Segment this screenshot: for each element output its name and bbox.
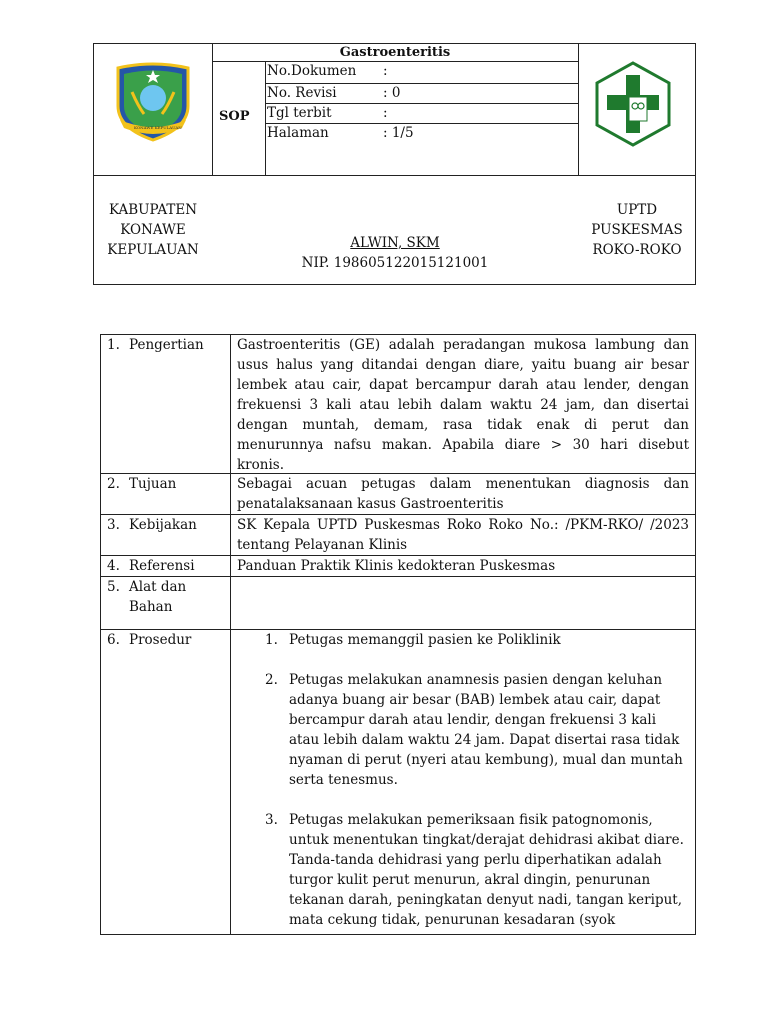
procedure-step-number: 3. xyxy=(265,812,278,828)
document-title: Gastroenteritis xyxy=(339,45,451,60)
unit-name-line1: UPTD xyxy=(616,202,658,218)
section-text: Panduan Praktik Klinis kedokteran Puskesmas xyxy=(237,558,556,574)
section-number: 4. xyxy=(107,558,120,574)
section-number: 3. xyxy=(107,517,120,533)
signatory-nip: NIP. 198605122015121001 xyxy=(301,255,489,271)
sop-label: SOP xyxy=(219,109,250,124)
section-row-prosedur xyxy=(101,629,695,934)
procedure-step-number: 2. xyxy=(265,672,278,688)
unit-name-line3: ROKO-ROKO xyxy=(592,242,682,258)
section-number: 6. xyxy=(107,632,120,648)
meta-label-revisi: No. Revisi xyxy=(267,85,337,101)
unit-name-line2: PUSKESMAS xyxy=(591,222,683,238)
section-title: Alat dan Bahan xyxy=(129,579,187,615)
section-title: Kebijakan xyxy=(129,517,197,533)
meta-value-revisi: : 0 xyxy=(383,85,401,101)
section-row-alat-bahan xyxy=(101,576,695,629)
section-title: Pengertian xyxy=(129,337,204,353)
signatory-name: ALWIN, SKM xyxy=(350,235,440,251)
procedure-step xyxy=(265,670,689,790)
procedure-step-text: Petugas melakukan pemeriksaan fisik patognomonis, untuk menentukan tingkat/derajat dehidrasi akibat diare. Tanda-tanda dehidrasi yang perlu diperhatikan adalah turgor kulit perut menurun, akral dingin, penurunan tekanan darah, peningkatan denyut nadi, tangan keriput, mata cekung tidak, penurunan kesadaran (syok xyxy=(289,812,684,928)
procedure-step-number: 1. xyxy=(265,632,278,648)
section-title: Tujuan xyxy=(129,476,177,492)
section-row-referensi xyxy=(101,555,695,576)
section-text xyxy=(231,577,695,629)
meta-value-tgl: : xyxy=(383,105,388,121)
regency-name-line2: KONAWE xyxy=(120,222,186,238)
section-text: SK Kepala UPTD Puskesmas Roko Roko No.: /PKM-RKO/ /2023 tentang Pelayanan Klinis xyxy=(237,517,689,553)
section-number: 1. xyxy=(107,337,120,353)
procedure-step-text: Petugas melakukan anamnesis pasien dengan keluhan adanya buang air besar (BAB) lembek atau cair, dapat bercampur darah atau lendir, dengan frekuensi 3 kali atau lebih dalam waktu 24 jam. Dapat disertai rasa tidak nyaman di perut (nyeri atau kembung), mual dan muntah serta tenesmus. xyxy=(289,672,683,788)
section-row-kebijakan xyxy=(101,514,695,555)
procedure-step xyxy=(265,630,689,650)
procedure-list xyxy=(237,630,689,930)
meta-value-halaman: : 1/5 xyxy=(383,125,414,141)
meta-label-halaman: Halaman xyxy=(267,125,329,141)
section-number: 2. xyxy=(107,476,120,492)
section-number: 5. xyxy=(107,579,120,595)
meta-label-tgl: Tgl terbit xyxy=(267,105,332,121)
puskesmas-logo xyxy=(593,61,673,149)
section-title: Referensi xyxy=(129,558,195,574)
sop-content-table xyxy=(100,334,696,935)
procedure-step-text: Petugas memanggil pasien ke Poliklinik xyxy=(289,632,561,648)
header-table xyxy=(93,43,696,285)
regency-logo xyxy=(112,62,194,142)
logo-banner-text: KONAWE KEPULAUAN xyxy=(134,125,182,130)
meta-value-dokumen: : xyxy=(383,63,388,79)
section-text: Gastroenteritis (GE) adalah peradangan mukosa lambung dan usus halus yang ditandai dengan diare, yaitu buang air besar lembek atau cair, dapat bercampur darah atau lender, dengan frekuensi 3 kali atau lebih dalam waktu 24 jam, dan disertai dengan muntah, demam, rasa tidak enak di perut dan menurunnya nafsu makan. Apabila diare > 30 hari disebut kronis. xyxy=(237,337,689,473)
section-row-tujuan xyxy=(101,473,695,514)
section-row-pengertian xyxy=(101,335,695,473)
meta-label-dokumen: No.Dokumen xyxy=(267,63,357,79)
regency-name-line3: KEPULAUAN xyxy=(107,242,199,258)
procedure-step xyxy=(265,810,689,930)
section-text: Sebagai acuan petugas dalam menentukan diagnosis dan penatalaksanaan kasus Gastroenteritis xyxy=(237,476,689,512)
regency-name-line1: KABUPATEN xyxy=(108,202,198,218)
section-title: Prosedur xyxy=(129,632,192,648)
